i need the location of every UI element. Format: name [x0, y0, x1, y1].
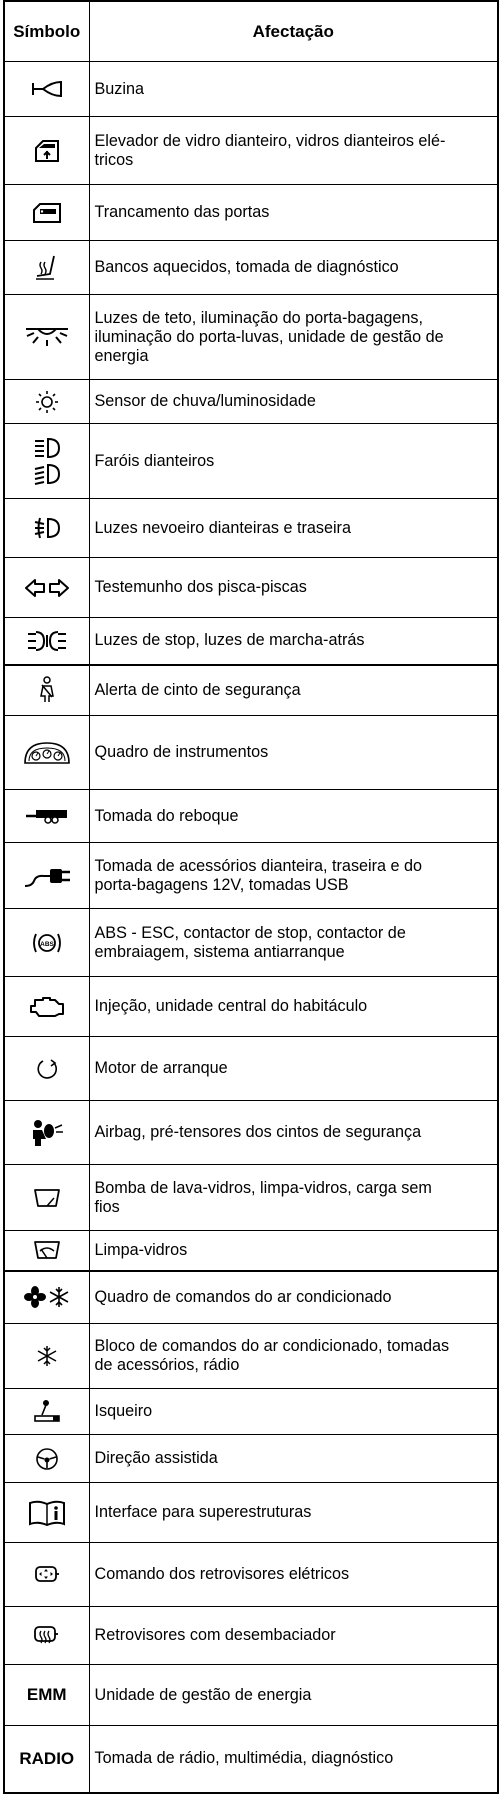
- assignment-text: Unidade de gestão de energia: [89, 1665, 498, 1726]
- table-row: [4, 1435, 498, 1483]
- steering-wheel-icon: [34, 1446, 60, 1472]
- headlamp-icon: [32, 435, 62, 487]
- table-row: [4, 62, 498, 117]
- symbol-cell: [4, 241, 89, 295]
- washer-pump-icon: [32, 1186, 62, 1210]
- table-row: [4, 1665, 498, 1726]
- assignment-text: Comando dos retrovisores elétricos: [89, 1543, 498, 1607]
- mirror-control-icon: [33, 1563, 61, 1587]
- table-row: [4, 295, 498, 380]
- assignment-text: Quadro de instrumentos: [89, 716, 498, 790]
- symbol-cell: [4, 62, 89, 117]
- assignment-text: Motor de arranque: [89, 1037, 498, 1101]
- engine-icon: [27, 995, 67, 1019]
- trailer-icon: [24, 807, 70, 825]
- table-header-row: [4, 1, 498, 62]
- symbol-cell: [4, 295, 89, 380]
- instrument-panel-icon: [22, 740, 72, 766]
- table-row: [4, 1389, 498, 1435]
- airbag-icon: [29, 1119, 65, 1147]
- symbol-cell: [4, 1435, 89, 1483]
- assignment-text: Tomada de acessórios dianteira, traseira e do porta-bagagens 12V, tomadas USB: [89, 843, 498, 909]
- header-symbol: Símbolo: [4, 1, 89, 62]
- assignment-text: Alerta de cinto de segurança: [89, 665, 498, 716]
- fuse-assignment-table: [3, 0, 499, 1794]
- table-row: [4, 716, 498, 790]
- symbol-cell: [4, 1389, 89, 1435]
- ceiling-light-icon: [24, 326, 70, 348]
- table-row: [4, 977, 498, 1037]
- table-row: [4, 1607, 498, 1665]
- symbol-cell: [4, 1726, 89, 1793]
- table-row: [4, 1324, 498, 1389]
- assignment-text: Bancos aquecidos, tomada de diagnóstico: [89, 241, 498, 295]
- assignment-text: Elevador de vidro dianteiro, vidros dianteiros elé- tricos: [89, 117, 498, 185]
- assignment-text: Sensor de chuva/luminosidade: [89, 380, 498, 424]
- table-row: [4, 665, 498, 716]
- radio-label: RADIO: [19, 1748, 75, 1768]
- symbol-cell: [4, 1483, 89, 1543]
- assignment-text: Luzes nevoeiro dianteiras e traseira: [89, 499, 498, 558]
- symbol-cell: [4, 1271, 89, 1324]
- symbol-cell: [4, 558, 89, 618]
- table-row: [4, 618, 498, 665]
- assignment-text: Bloco de comandos do ar condicionado, tomadas de acessórios, rádio: [89, 1324, 498, 1389]
- symbol-cell: [4, 424, 89, 499]
- ac-control-icon: [23, 1285, 71, 1309]
- symbol-cell: [4, 1607, 89, 1665]
- symbol-cell: [4, 716, 89, 790]
- symbol-cell: [4, 1037, 89, 1101]
- turn-signal-icon: [24, 577, 70, 599]
- symbol-cell: [4, 117, 89, 185]
- table-row: [4, 1037, 498, 1101]
- stop-reverse-light-icon: [25, 629, 69, 653]
- assignment-text: Airbag, pré-tensores dos cintos de segurança: [89, 1101, 498, 1165]
- symbol-cell: [4, 1231, 89, 1271]
- assignment-text: Luzes de stop, luzes de marcha-atrás: [89, 618, 498, 665]
- symbol-cell: [4, 1165, 89, 1231]
- table-row: [4, 1101, 498, 1165]
- symbol-cell: [4, 1665, 89, 1726]
- horn-icon: [30, 79, 64, 99]
- symbol-cell: [4, 977, 89, 1037]
- assignment-text: Tomada do reboque: [89, 790, 498, 843]
- assignment-text: Isqueiro: [89, 1389, 498, 1435]
- assignment-text: Trancamento das portas: [89, 185, 498, 241]
- table-row: [4, 1271, 498, 1324]
- assignment-text: Faróis dianteiros: [89, 424, 498, 499]
- symbol-cell: [4, 843, 89, 909]
- table-row: [4, 1483, 498, 1543]
- table-row: [4, 185, 498, 241]
- table-row: [4, 1231, 498, 1271]
- assignment-text: Buzina: [89, 62, 498, 117]
- table-row: [4, 790, 498, 843]
- symbol-cell: [4, 185, 89, 241]
- table-row: [4, 909, 498, 977]
- assignment-text: ABS - ESC, contactor de stop, contactor de embraiagem, sistema antiarranque: [89, 909, 498, 977]
- svg-text:ABS: ABS: [39, 940, 54, 948]
- assignment-text: Luzes de teto, iluminação do porta-bagagens, iluminação do porta-luvas, unidade de gestão de energia: [89, 295, 498, 380]
- seatbelt-warning-icon: [35, 676, 59, 704]
- info-book-icon: [27, 1499, 67, 1527]
- table-row: [4, 380, 498, 424]
- symbol-cell: [4, 618, 89, 665]
- table-row: [4, 1165, 498, 1231]
- fog-light-icon: [32, 516, 62, 540]
- symbol-cell: [4, 665, 89, 716]
- accessory-socket-icon: [22, 863, 72, 889]
- heated-seat-icon: [32, 254, 62, 282]
- table-row: [4, 843, 498, 909]
- assignment-text: Retrovisores com desembaciador: [89, 1607, 498, 1665]
- table-row: [4, 1726, 498, 1793]
- rain-light-sensor-icon: [34, 390, 60, 414]
- starter-motor-icon: [34, 1056, 60, 1082]
- door-lock-icon: [31, 202, 63, 224]
- symbol-cell: [4, 1101, 89, 1165]
- assignment-text: Interface para superestruturas: [89, 1483, 498, 1543]
- symbol-cell: [4, 1543, 89, 1607]
- symbol-cell: [4, 909, 89, 977]
- ac-snowflake-icon: [36, 1345, 58, 1367]
- emm-label: EMM: [26, 1685, 67, 1704]
- symbol-cell: [4, 499, 89, 558]
- front-window-lift-icon: [33, 138, 61, 164]
- table-row: [4, 241, 498, 295]
- table-row: [4, 117, 498, 185]
- table-row: [4, 424, 498, 499]
- table-row: [4, 1543, 498, 1607]
- fuse-assignment-table-wrapper: [3, 0, 497, 1794]
- assignment-text: Injeção, unidade central do habitáculo: [89, 977, 498, 1037]
- wiper-icon: [32, 1238, 62, 1262]
- assignment-text: Tomada de rádio, multimédia, diagnóstico: [89, 1726, 498, 1793]
- table-row: [4, 499, 498, 558]
- heated-mirror-icon: [32, 1624, 62, 1648]
- assignment-text: Testemunho dos pisca-piscas: [89, 558, 498, 618]
- symbol-cell: [4, 790, 89, 843]
- abs-icon: [31, 929, 63, 957]
- symbol-cell: [4, 380, 89, 424]
- assignment-text: Bomba de lava-vidros, limpa-vidros, carga sem fios: [89, 1165, 498, 1231]
- assignment-text: Limpa-vidros: [89, 1231, 498, 1271]
- header-assignment: Afectação: [89, 1, 498, 62]
- cigarette-lighter-icon: [32, 1399, 62, 1425]
- table-row: [4, 558, 498, 618]
- assignment-text: Quadro de comandos do ar condicionado: [89, 1271, 498, 1324]
- assignment-text: Direção assistida: [89, 1435, 498, 1483]
- symbol-cell: [4, 1324, 89, 1389]
